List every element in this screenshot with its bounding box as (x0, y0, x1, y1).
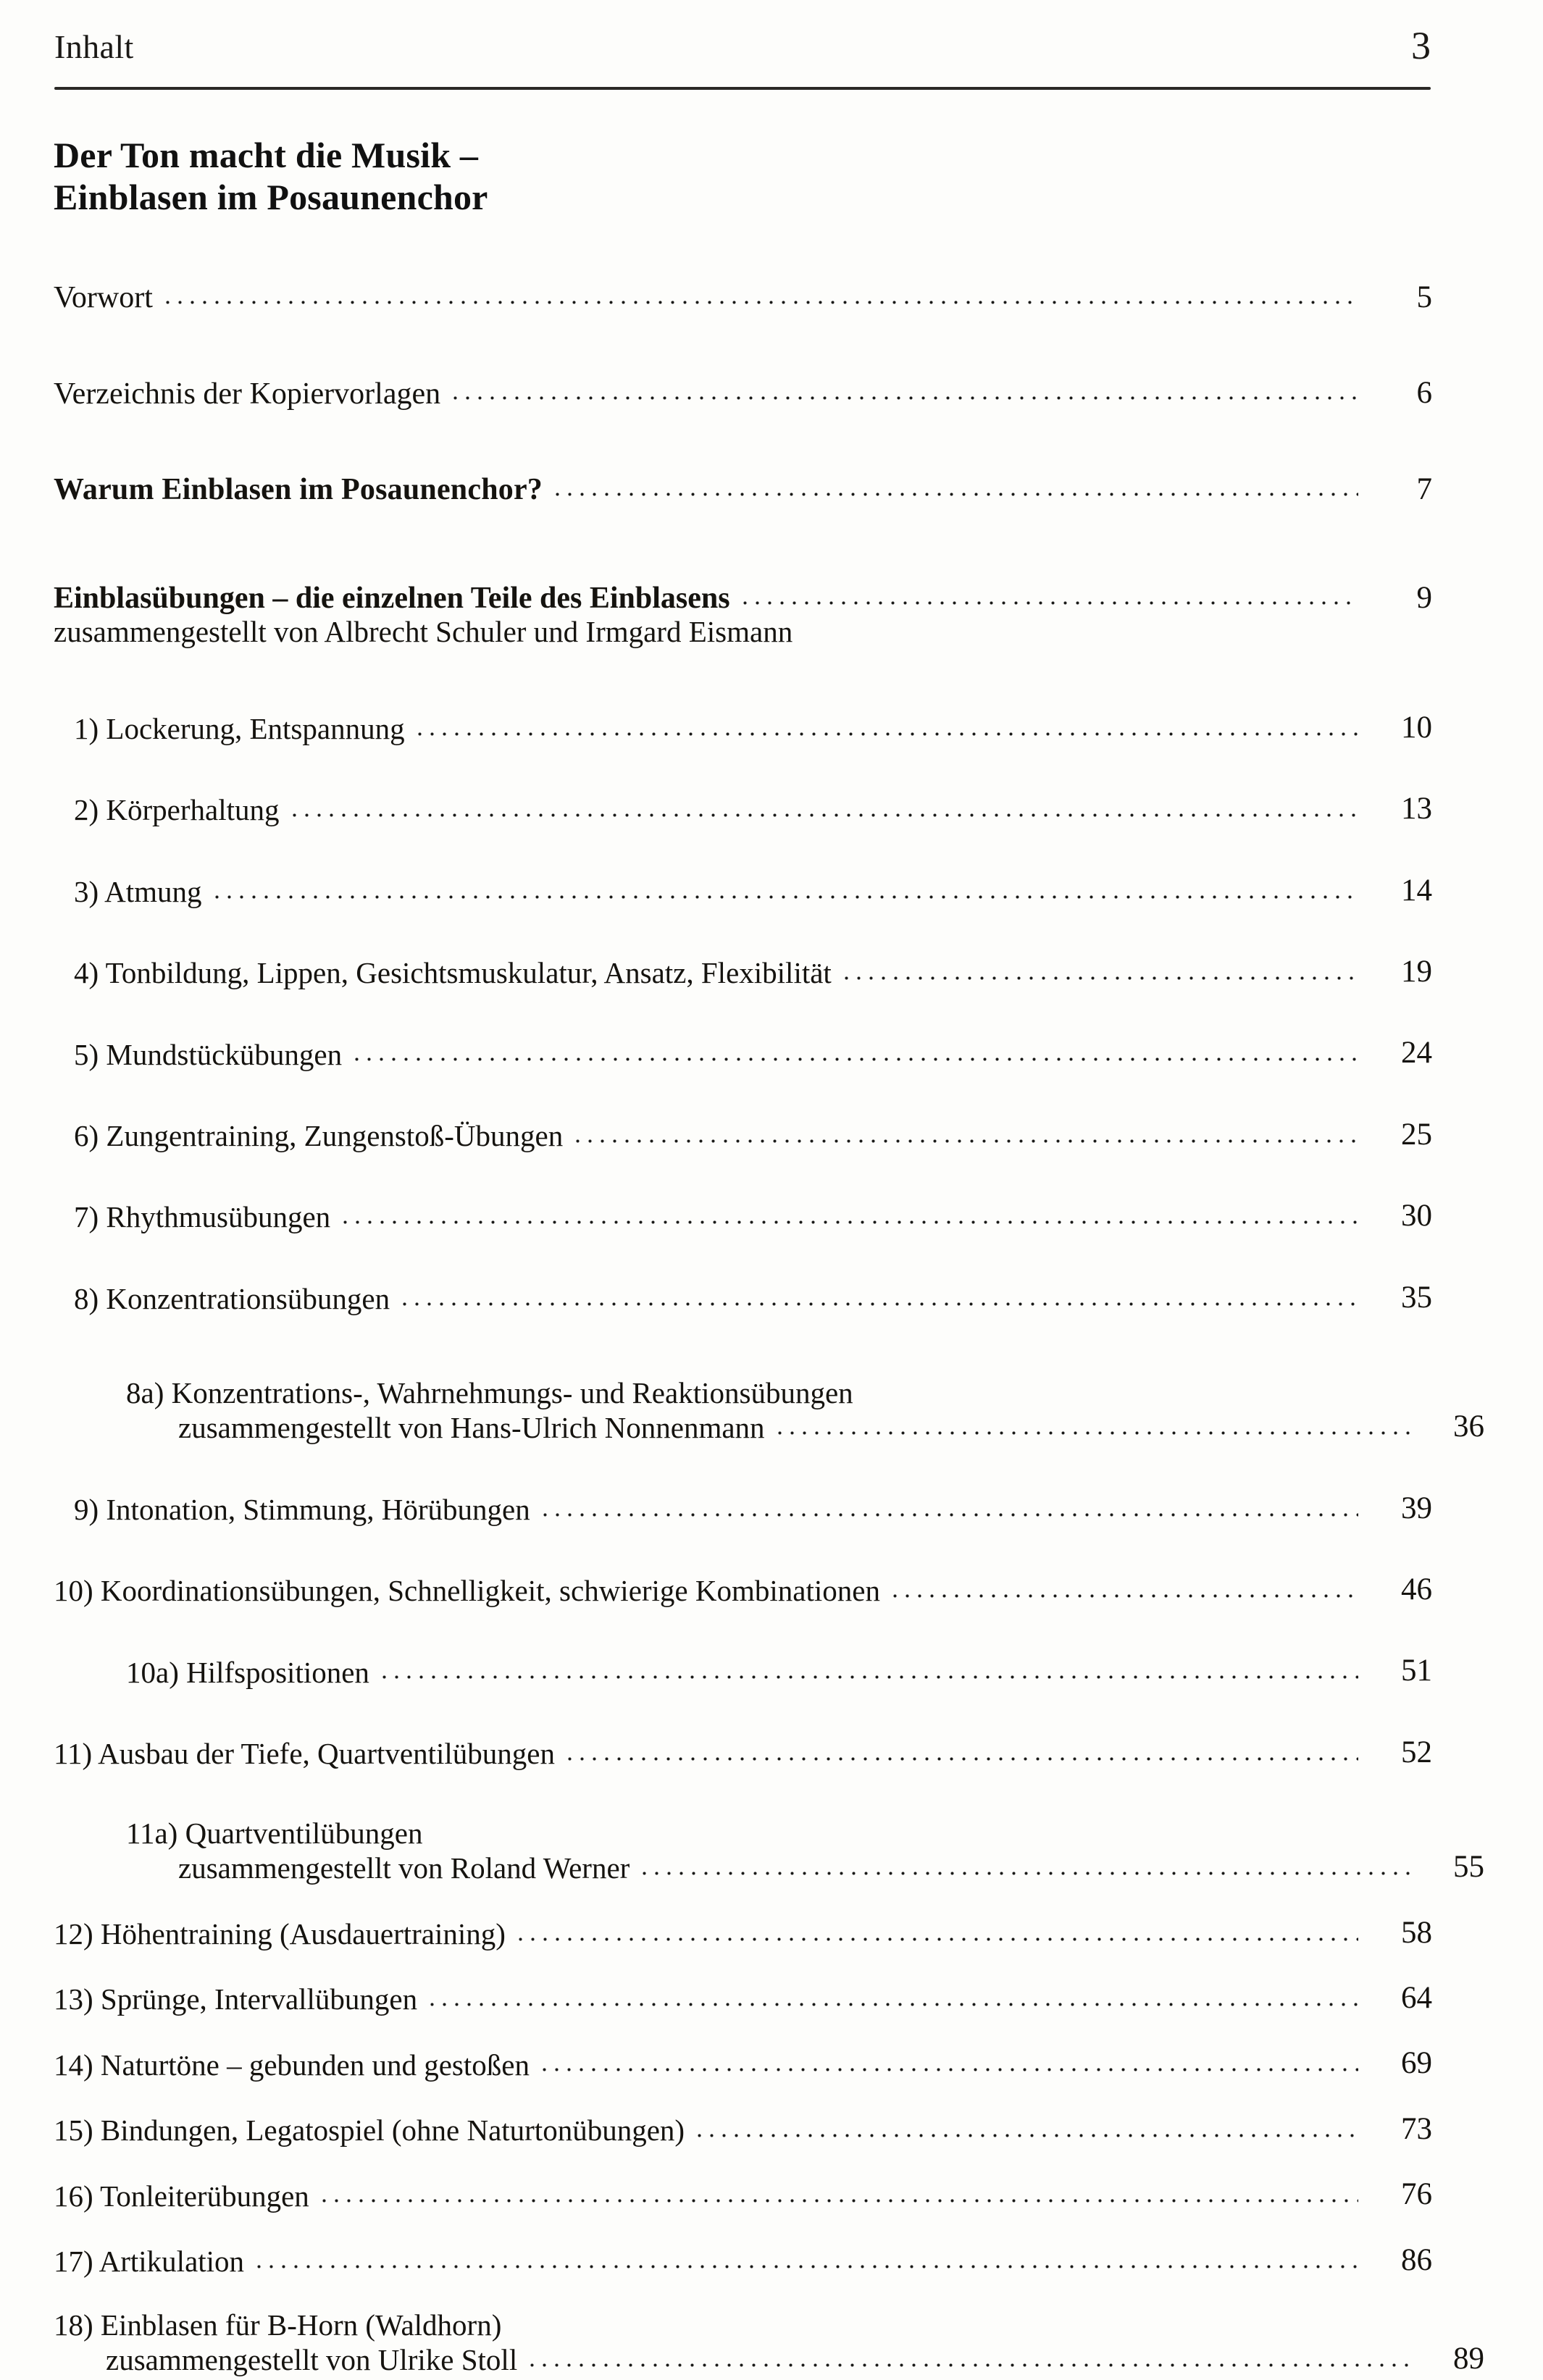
page-title (54, 134, 1213, 218)
toc-entry-page: 86 (1401, 2242, 1432, 2277)
spacer (54, 1606, 1432, 1654)
spacer (54, 745, 1432, 792)
dot-leader (526, 2358, 1410, 2370)
toc-entry-subtitle: zusammengestellt von Roland Werner (178, 1851, 630, 1885)
toc-entry-title: Einblasübungen – die einzelnen Teile des Einblasens (54, 582, 730, 616)
dot-leader (538, 2063, 1358, 2075)
toc-entry-page: 14 (1401, 873, 1432, 908)
spacer (54, 1070, 1432, 1118)
toc-entry-title: 8a) Konzentrations-, Wahrnehmungs- und Reaktionsübungen (126, 1376, 853, 1410)
toc-entry-title: 14) Naturtöne – gebunden und gestoßen (54, 2048, 530, 2082)
toc-entry-title: 18) Einblasen für B-Horn (Waldhorn) (54, 2308, 502, 2342)
toc-entry-subtitle: zusammengestellt von Ulrike Stoll (106, 2343, 518, 2377)
page-title-line-1: Der Ton macht die Musik – (54, 135, 479, 175)
spacer (54, 2015, 1432, 2047)
spacer (54, 1688, 1432, 1736)
toc-entry[interactable] (54, 1376, 1484, 1445)
toc-entry-page: 6 (1416, 376, 1432, 411)
dot-leader (351, 1053, 1358, 1065)
toc-entry-page: 64 (1401, 1981, 1432, 2016)
toc-entry-title: 6) Zungentraining, Zungenstoß-Übungen (74, 1119, 564, 1153)
dot-leader (162, 296, 1358, 307)
running-head (54, 24, 1431, 96)
dot-leader (339, 1215, 1358, 1227)
spacer (54, 1885, 1432, 1916)
toc-entry-page: 55 (1453, 1850, 1484, 1885)
toc-entry[interactable] (54, 377, 1432, 410)
dot-leader (840, 971, 1358, 983)
toc-entry-page: 73 (1401, 2111, 1432, 2146)
toc-entry[interactable] (54, 711, 1432, 745)
dot-leader (288, 808, 1359, 820)
toc-entry-page: 89 (1453, 2342, 1484, 2376)
spacer (54, 314, 1432, 377)
dot-leader (774, 1426, 1410, 1438)
spacer (54, 1769, 1432, 1817)
toc-entry[interactable] (54, 1736, 1432, 1769)
spacer (54, 2146, 1432, 2178)
spacer (54, 1444, 1432, 1492)
toc-entry[interactable] (54, 2178, 1432, 2211)
spacer (54, 826, 1432, 874)
dot-leader (551, 487, 1358, 499)
running-head-page-number: 3 (1411, 24, 1431, 67)
toc-entry-title: Warum Einblasen im Posaunenchor? (54, 472, 543, 506)
toc-entry-title: 4) Tonbildung, Lippen, Gesichtsmuskulatur, Ansatz, Flexibilität (74, 956, 832, 990)
toc-entry-page: 39 (1401, 1491, 1432, 1525)
dot-leader (426, 1998, 1358, 2009)
toc-entry-page: 58 (1401, 1915, 1432, 1950)
spacer (54, 1525, 1432, 1573)
spacer (54, 1152, 1432, 1199)
dot-leader (449, 392, 1358, 403)
toc-entry[interactable] (54, 1982, 1432, 2015)
toc-entry-page: 51 (1401, 1654, 1432, 1688)
toc-entry[interactable] (54, 2244, 1432, 2277)
dot-leader (572, 1134, 1358, 1146)
dot-leader (211, 890, 1358, 902)
toc-entry-page: 35 (1401, 1280, 1432, 1315)
toc-entry[interactable] (54, 2047, 1432, 2080)
toc-entry-title: 2) Körperhaltung (74, 793, 280, 827)
table-of-contents (54, 280, 1484, 2377)
toc-entry[interactable] (54, 2113, 1432, 2146)
toc-entry-subtitle: zusammengestellt von Hans-Ulrich Nonnenmann (178, 1411, 765, 1445)
dot-leader (253, 2260, 1358, 2271)
dot-leader (318, 2195, 1358, 2206)
toc-entry-title: 7) Rhythmusübungen (74, 1200, 331, 1234)
toc-entry[interactable] (54, 1199, 1432, 1233)
toc-entry-title: 17) Artikulation (54, 2244, 245, 2278)
toc-entry-page: 13 (1401, 792, 1432, 826)
toc-entry-page: 30 (1401, 1199, 1432, 1233)
toc-entry-title: Verzeichnis der Kopiervorlagen (54, 377, 441, 411)
toc-entry[interactable] (54, 1118, 1432, 1152)
toc-entry[interactable] (54, 874, 1432, 908)
running-head-label: Inhalt (54, 28, 134, 65)
toc-entry-title: 12) Höhentraining (Ausdauertraining) (54, 1916, 506, 1950)
toc-entry[interactable] (54, 1036, 1432, 1070)
dot-leader (739, 596, 1358, 608)
toc-entry-page: 7 (1416, 472, 1432, 506)
toc-entry-page: 46 (1401, 1572, 1432, 1606)
toc-entry-title: 8) Konzentrationsübungen (74, 1281, 390, 1315)
dot-leader (398, 1297, 1358, 1309)
toc-entry-title: 13) Sprünge, Intervallübungen (54, 1982, 418, 2016)
dot-leader (564, 1752, 1358, 1764)
dot-leader (414, 727, 1358, 739)
spacer (54, 989, 1432, 1036)
toc-entry[interactable] (54, 1281, 1432, 1315)
toc-entry-title: 9) Intonation, Stimmung, Hörübungen (74, 1492, 530, 1526)
dot-leader (539, 1508, 1358, 1520)
toc-entry[interactable] (54, 955, 1432, 989)
spacer (54, 2081, 1432, 2113)
toc-entry-page: 25 (1401, 1117, 1432, 1152)
toc-entry-title: 1) Lockerung, Entspannung (74, 711, 405, 745)
spacer (54, 2212, 1432, 2244)
toc-entry[interactable] (54, 281, 1432, 314)
spacer (54, 1233, 1432, 1281)
toc-entry-subtitle: zusammengestellt von Albrecht Schuler und Irmgard Eismann (54, 614, 793, 648)
toc-entry-title: 5) Mundstückübungen (74, 1037, 343, 1071)
toc-entry[interactable] (54, 1492, 1432, 1525)
dot-leader (889, 1589, 1358, 1601)
toc-entry-title: 15) Bindungen, Legatospiel (ohne Naturtonübungen) (54, 2113, 685, 2148)
spacer (54, 649, 1432, 711)
toc-entry-title: 10) Koordinationsübungen, Schnelligkeit, schwierige Kombinationen (54, 1574, 880, 1608)
toc-entry-page: 52 (1401, 1735, 1432, 1769)
dot-leader (378, 1671, 1358, 1683)
toc-entry-page: 76 (1401, 2177, 1432, 2212)
toc-entry-page: 24 (1401, 1036, 1432, 1070)
toc-entry[interactable] (54, 582, 1432, 648)
dot-leader (514, 1932, 1358, 1944)
spacer (54, 2277, 1432, 2309)
toc-entry-title: 11a) Quartventilübungen (126, 1817, 423, 1851)
spacer (54, 411, 1432, 473)
page-title-line-2: Einblasen im Posaunenchor (54, 177, 488, 217)
toc-entry-title: 11) Ausbau der Tiefe, Quartventilübungen (54, 1736, 555, 1770)
header-rule (54, 87, 1431, 90)
toc-entry-page: 36 (1453, 1409, 1484, 1444)
toc-entry-title: 10a) Hilfspositionen (126, 1655, 369, 1689)
toc-entry-page: 9 (1416, 581, 1432, 616)
toc-entry[interactable] (54, 1817, 1484, 1885)
spacer (54, 506, 1432, 582)
spacer (54, 908, 1432, 955)
toc-entry[interactable] (54, 473, 1432, 506)
toc-entry[interactable] (54, 792, 1432, 826)
toc-entry[interactable] (54, 1916, 1432, 1950)
toc-entry-page: 10 (1401, 710, 1432, 745)
toc-entry-page: 69 (1401, 2046, 1432, 2081)
spacer (54, 1950, 1432, 1982)
spacer (54, 1315, 1432, 1377)
dot-leader (693, 2129, 1358, 2140)
toc-entry-page: 19 (1401, 954, 1432, 989)
toc-entry-title: Vorwort (54, 281, 153, 315)
toc-entry[interactable] (54, 1654, 1432, 1688)
toc-entry[interactable] (54, 1573, 1432, 1606)
toc-entry-title: 3) Atmung (74, 874, 202, 908)
toc-entry-title: 16) Tonleiterübungen (54, 2179, 309, 2213)
dot-leader (638, 1866, 1410, 1878)
toc-entry[interactable] (54, 2308, 1484, 2377)
toc-entry-page: 5 (1416, 280, 1432, 314)
